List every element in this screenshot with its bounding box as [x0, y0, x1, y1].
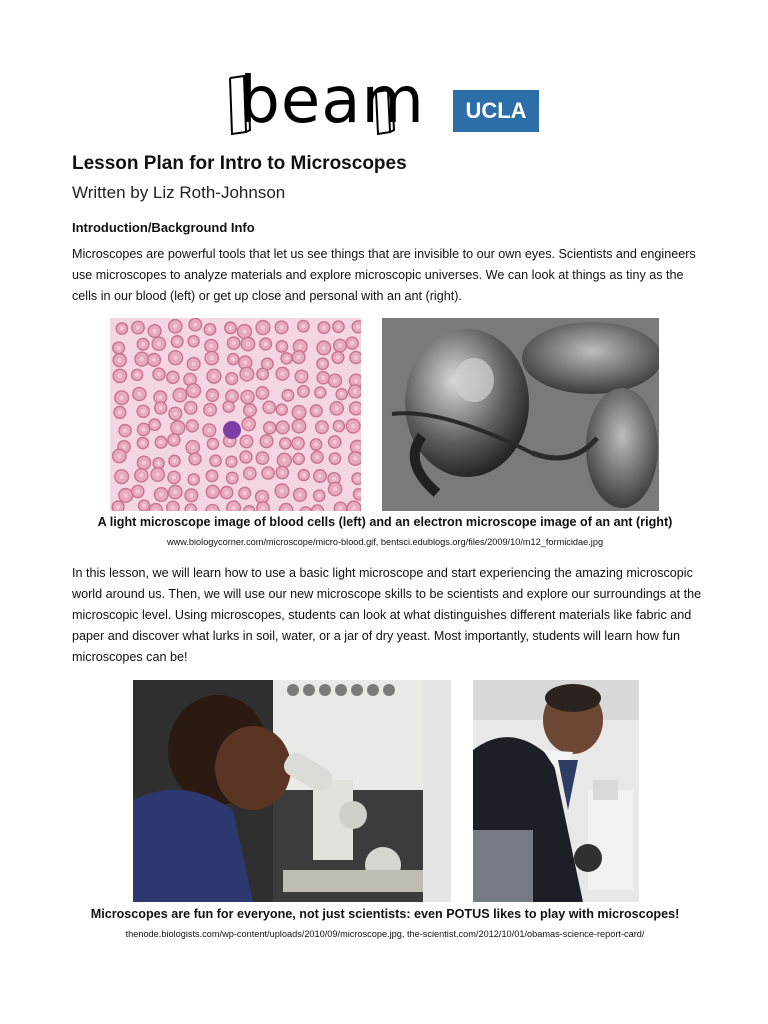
document-author: Written by Liz Roth-Johnson	[72, 183, 286, 202]
lesson-paragraph: In this lesson, we will learn how to use a basic light microscope and start experiencing the amazing microscopic world around us. Then, we will use our new microscope skills to be scientists and explore our surroundings at the microscopic level. Using microscopes, students can look at what distinguishes different materials like fabric and paper and discover what lurks in soil, water, or a jar of dry yeast. Most importantly, students will learn how fun microscopes can be!	[72, 566, 702, 664]
intro-paragraph: Microscopes are powerful tools that let us see things that are invisible to our own eyes. Scientists and engineers use microscopes to analyze materials and explore microscopic universes. We can look at things as tiny as the cells in our blood (left) or get up close and personal with an ant (right).	[72, 247, 696, 303]
beam-logo	[226, 64, 438, 138]
figure1-caption: A light microscope image of blood cells (left) and an electron microscope image of an ant (right)	[97, 515, 673, 529]
potus-microscope-photo	[473, 680, 639, 902]
figure1-credit: www.biologycorner.com/microscope/micro-blood.gif, bentsci.edublogs.org/files/2009/10/m12_formicidae.jpg	[166, 537, 604, 547]
beam-logo-text: beam	[239, 64, 425, 138]
blood-cells-image	[110, 318, 361, 511]
figure2-caption: Microscopes are fun for everyone, not just scientists: even POTUS likes to play with microscopes!	[90, 907, 680, 921]
ucla-badge: UCLA	[453, 90, 539, 132]
figure2-credit: thenode.biologists.com/wp-content/uploads/2010/09/microscope.jpg, the-scientist.com/2012/10/01/obamas-science-report-card/	[125, 929, 645, 939]
ant-electron-image	[382, 318, 659, 511]
student-microscope-photo	[133, 680, 451, 902]
document-title: Lesson Plan for Intro to Microscopes	[72, 153, 407, 174]
section-heading: Introduction/Background Info	[72, 220, 255, 235]
